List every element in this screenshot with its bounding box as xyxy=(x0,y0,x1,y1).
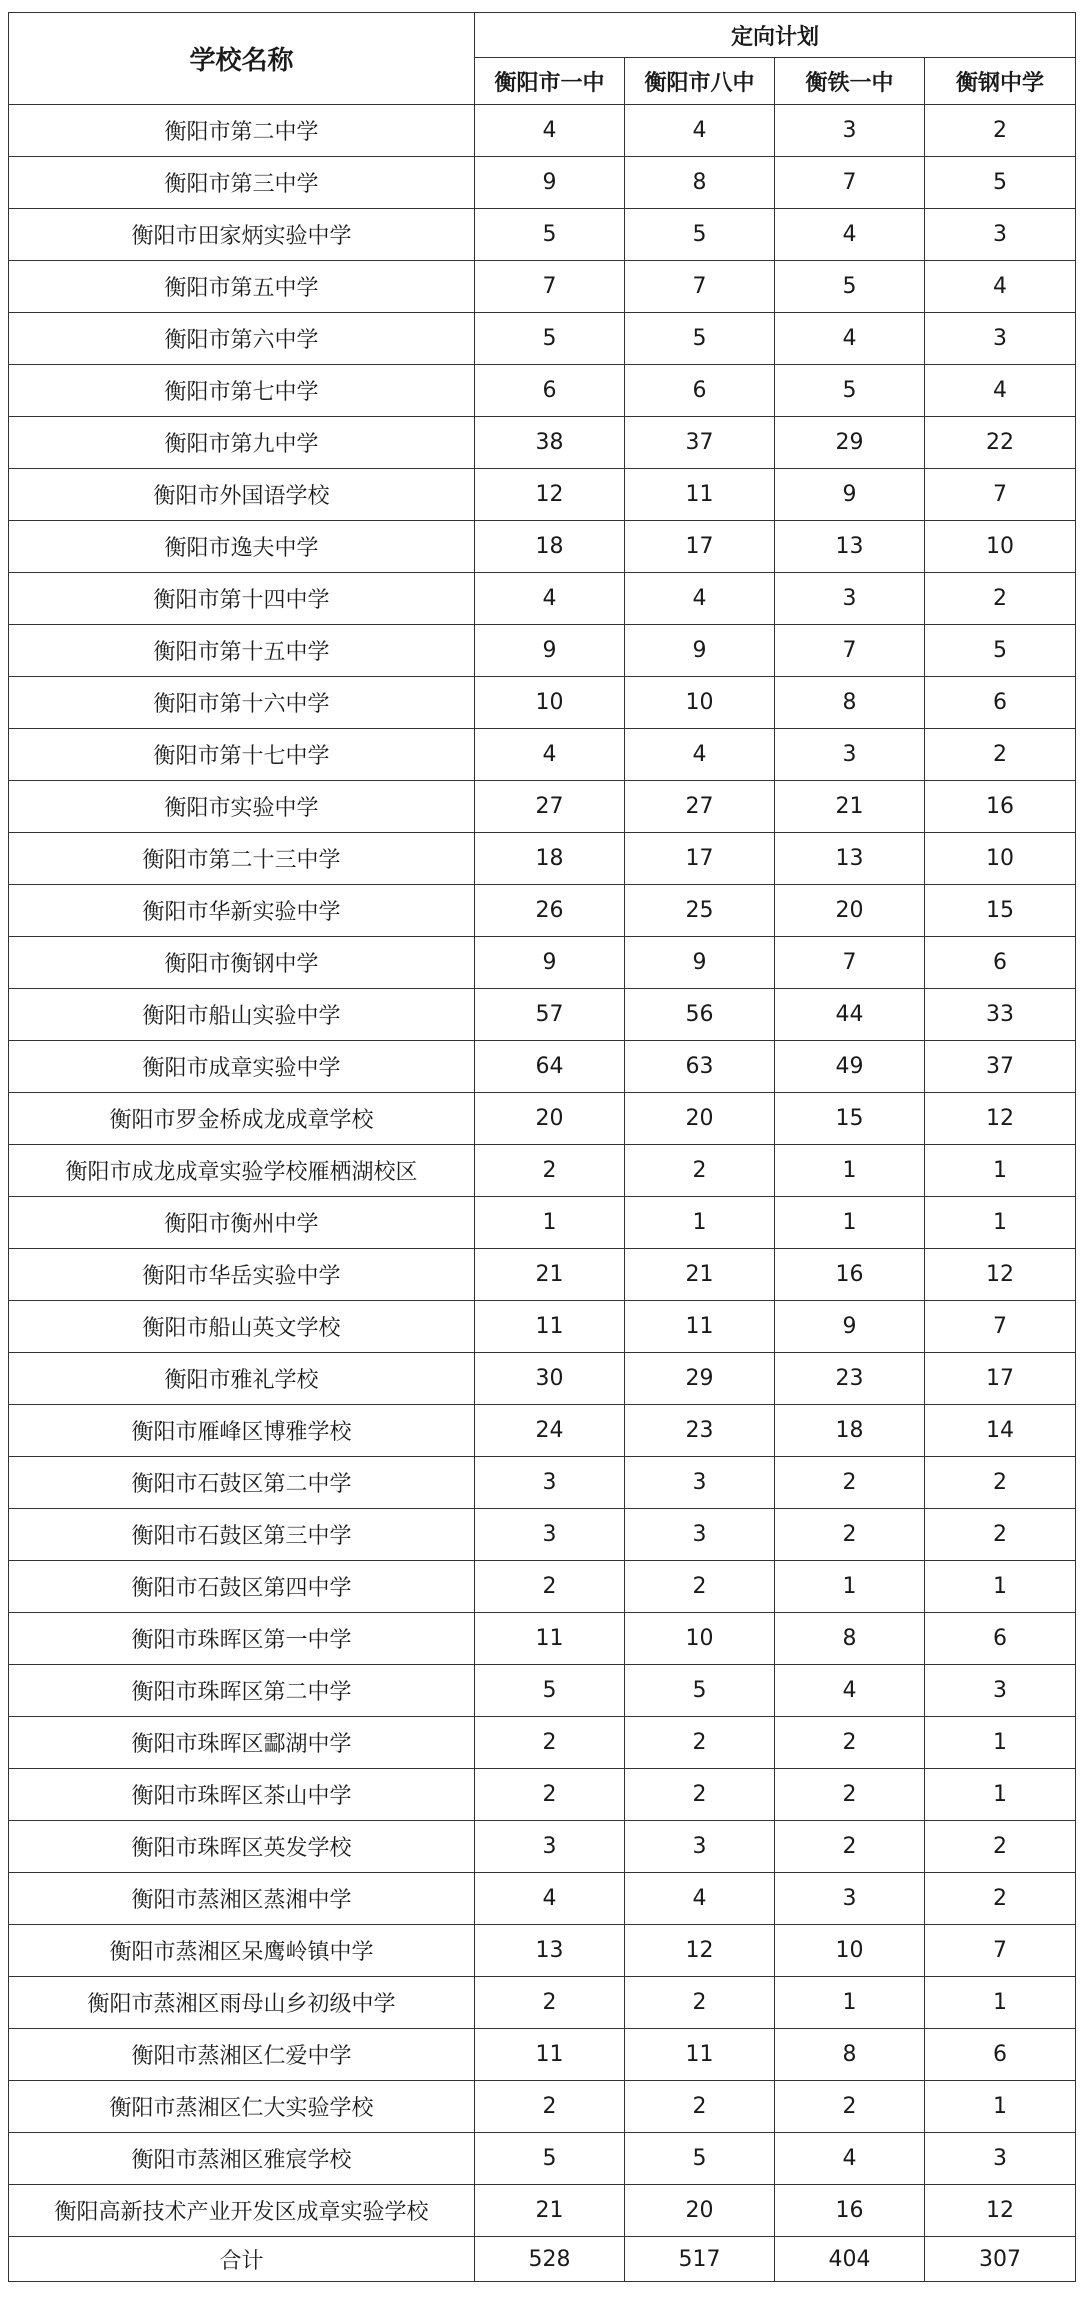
quota-cell: 23 xyxy=(775,1353,925,1405)
table-row xyxy=(9,1301,1076,1353)
quota-cell: 3 xyxy=(775,573,925,625)
quota-cell: 38 xyxy=(475,417,625,469)
quota-cell: 20 xyxy=(475,1093,625,1145)
school-name-cell: 衡阳市成龙成章实验学校雁栖湖校区 xyxy=(9,1145,475,1197)
quota-cell: 5 xyxy=(625,313,775,365)
table-row xyxy=(9,1925,1076,1977)
quota-cell: 11 xyxy=(475,1301,625,1353)
quota-cell: 17 xyxy=(925,1353,1076,1405)
quota-cell: 3 xyxy=(625,1821,775,1873)
table-row xyxy=(9,1509,1076,1561)
school-name-cell: 衡阳市外国语学校 xyxy=(9,469,475,521)
school-name-cell: 衡阳市第十四中学 xyxy=(9,573,475,625)
quota-cell: 20 xyxy=(625,2185,775,2237)
school-name-cell: 衡阳市第六中学 xyxy=(9,313,475,365)
school-name-cell: 衡阳市第二十三中学 xyxy=(9,833,475,885)
school-name-cell: 衡阳市第五中学 xyxy=(9,261,475,313)
quota-cell: 2 xyxy=(775,1509,925,1561)
quota-cell: 26 xyxy=(475,885,625,937)
quota-cell: 3 xyxy=(925,1665,1076,1717)
quota-cell: 2 xyxy=(475,1769,625,1821)
quota-cell: 7 xyxy=(475,261,625,313)
quota-cell: 5 xyxy=(625,2133,775,2185)
quota-cell: 1 xyxy=(775,1197,925,1249)
quota-cell: 6 xyxy=(625,365,775,417)
table-row xyxy=(9,1769,1076,1821)
quota-cell: 3 xyxy=(775,1873,925,1925)
quota-cell: 2 xyxy=(625,2081,775,2133)
quota-cell: 3 xyxy=(925,313,1076,365)
quota-cell: 17 xyxy=(625,521,775,573)
quota-cell: 13 xyxy=(775,833,925,885)
quota-cell: 2 xyxy=(925,573,1076,625)
quota-cell: 9 xyxy=(625,937,775,989)
quota-cell: 23 xyxy=(625,1405,775,1457)
school-name-cell: 衡阳市船山实验中学 xyxy=(9,989,475,1041)
table-row xyxy=(9,1145,1076,1197)
quota-cell: 3 xyxy=(625,1509,775,1561)
quota-cell: 27 xyxy=(625,781,775,833)
quota-cell: 5 xyxy=(625,209,775,261)
quota-cell: 4 xyxy=(775,209,925,261)
school-name-cell: 衡阳市珠晖区茶山中学 xyxy=(9,1769,475,1821)
quota-cell: 2 xyxy=(475,1561,625,1613)
table-row xyxy=(9,469,1076,521)
quota-cell: 1 xyxy=(775,1561,925,1613)
quota-cell: 10 xyxy=(775,1925,925,1977)
quota-cell: 7 xyxy=(775,937,925,989)
table-row xyxy=(9,1561,1076,1613)
quota-cell: 7 xyxy=(775,157,925,209)
quota-cell: 3 xyxy=(475,1457,625,1509)
table-row xyxy=(9,1717,1076,1769)
quota-cell: 1 xyxy=(925,1145,1076,1197)
quota-cell: 10 xyxy=(625,677,775,729)
table-row xyxy=(9,1873,1076,1925)
quota-cell: 21 xyxy=(625,1249,775,1301)
quota-cell: 13 xyxy=(775,521,925,573)
quota-cell: 8 xyxy=(775,1613,925,1665)
quota-cell: 8 xyxy=(775,677,925,729)
table-row xyxy=(9,781,1076,833)
quota-cell: 7 xyxy=(625,261,775,313)
quota-cell: 4 xyxy=(775,313,925,365)
school-name-cell: 衡阳市蒸湘区蒸湘中学 xyxy=(9,1873,475,1925)
quota-cell: 1 xyxy=(925,1561,1076,1613)
school-name-cell: 衡阳高新技术产业开发区成章实验学校 xyxy=(9,2185,475,2237)
quota-cell: 17 xyxy=(625,833,775,885)
table-row xyxy=(9,261,1076,313)
quota-cell: 2 xyxy=(925,1457,1076,1509)
quota-cell: 2 xyxy=(925,105,1076,157)
table-row xyxy=(9,1665,1076,1717)
quota-cell: 6 xyxy=(925,1613,1076,1665)
school-name-cell: 衡阳市珠晖区第一中学 xyxy=(9,1613,475,1665)
school-name-cell: 衡阳市第九中学 xyxy=(9,417,475,469)
quota-cell: 6 xyxy=(475,365,625,417)
school-name-cell: 衡阳市衡钢中学 xyxy=(9,937,475,989)
quota-cell: 4 xyxy=(625,573,775,625)
quota-cell: 4 xyxy=(625,729,775,781)
quota-cell: 18 xyxy=(475,833,625,885)
quota-cell: 1 xyxy=(925,1717,1076,1769)
school-name-cell: 衡阳市实验中学 xyxy=(9,781,475,833)
quota-cell: 7 xyxy=(925,1925,1076,1977)
table-row xyxy=(9,989,1076,1041)
school-name-cell: 衡阳市第七中学 xyxy=(9,365,475,417)
quota-cell: 56 xyxy=(625,989,775,1041)
quota-cell: 11 xyxy=(475,1613,625,1665)
quota-cell: 9 xyxy=(775,1301,925,1353)
table-row xyxy=(9,209,1076,261)
quota-cell: 2 xyxy=(775,2081,925,2133)
quota-cell: 10 xyxy=(925,833,1076,885)
quota-cell: 9 xyxy=(475,157,625,209)
quota-cell: 12 xyxy=(925,1093,1076,1145)
quota-cell: 16 xyxy=(925,781,1076,833)
table-row xyxy=(9,417,1076,469)
table-row xyxy=(9,313,1076,365)
school-name-cell: 衡阳市衡州中学 xyxy=(9,1197,475,1249)
table-row xyxy=(9,833,1076,885)
quota-cell: 9 xyxy=(475,625,625,677)
quota-cell: 27 xyxy=(475,781,625,833)
quota-cell: 2 xyxy=(475,1717,625,1769)
quota-cell: 1 xyxy=(925,2081,1076,2133)
quota-cell: 5 xyxy=(925,157,1076,209)
quota-cell: 4 xyxy=(925,365,1076,417)
quota-cell: 4 xyxy=(475,573,625,625)
quota-cell: 5 xyxy=(475,209,625,261)
quota-cell: 8 xyxy=(625,157,775,209)
table-row xyxy=(9,1405,1076,1457)
total-label: 合计 xyxy=(9,2237,475,2282)
table-row xyxy=(9,885,1076,937)
quota-cell: 6 xyxy=(925,937,1076,989)
quota-cell: 9 xyxy=(775,469,925,521)
quota-cell: 1 xyxy=(925,1769,1076,1821)
quota-cell: 6 xyxy=(925,2029,1076,2081)
school-name-cell: 衡阳市珠晖区英发学校 xyxy=(9,1821,475,1873)
table-body xyxy=(9,105,1076,2237)
quota-cell: 9 xyxy=(625,625,775,677)
quota-cell: 30 xyxy=(475,1353,625,1405)
table-row xyxy=(9,1977,1076,2029)
table-row xyxy=(9,365,1076,417)
school-name-cell: 衡阳市逸夫中学 xyxy=(9,521,475,573)
quota-cell: 2 xyxy=(925,729,1076,781)
quota-cell: 10 xyxy=(625,1613,775,1665)
quota-cell: 37 xyxy=(925,1041,1076,1093)
quota-cell: 2 xyxy=(475,1145,625,1197)
quota-cell: 4 xyxy=(775,1665,925,1717)
table-row xyxy=(9,1041,1076,1093)
quota-cell: 16 xyxy=(775,1249,925,1301)
school-name-cell: 衡阳市蒸湘区仁爱中学 xyxy=(9,2029,475,2081)
quota-cell: 15 xyxy=(925,885,1076,937)
quota-cell: 3 xyxy=(775,729,925,781)
table-row xyxy=(9,573,1076,625)
quota-cell: 21 xyxy=(475,1249,625,1301)
quota-cell: 2 xyxy=(625,1977,775,2029)
school-name-cell: 衡阳市田家炳实验中学 xyxy=(9,209,475,261)
quota-cell: 29 xyxy=(625,1353,775,1405)
quota-cell: 3 xyxy=(925,2133,1076,2185)
quota-cell: 11 xyxy=(625,1301,775,1353)
quota-cell: 21 xyxy=(475,2185,625,2237)
quota-cell: 20 xyxy=(625,1093,775,1145)
quota-cell: 49 xyxy=(775,1041,925,1093)
quota-cell: 21 xyxy=(775,781,925,833)
school-name-cell: 衡阳市雅礼学校 xyxy=(9,1353,475,1405)
quota-cell: 12 xyxy=(925,1249,1076,1301)
school-name-cell: 衡阳市蒸湘区雅宸学校 xyxy=(9,2133,475,2185)
total-value: 517 xyxy=(625,2237,775,2282)
table-row xyxy=(9,1249,1076,1301)
school-name-cell: 衡阳市蒸湘区仁大实验学校 xyxy=(9,2081,475,2133)
quota-cell: 1 xyxy=(925,1977,1076,2029)
quota-cell: 2 xyxy=(775,1769,925,1821)
quota-cell: 1 xyxy=(925,1197,1076,1249)
target-header-4: 衡钢中学 xyxy=(925,58,1076,105)
school-name-cell: 衡阳市蒸湘区呆鹰岭镇中学 xyxy=(9,1925,475,1977)
quota-table xyxy=(8,12,1076,2282)
table-row xyxy=(9,625,1076,677)
quota-cell: 12 xyxy=(925,2185,1076,2237)
quota-cell: 2 xyxy=(925,1509,1076,1561)
table-row xyxy=(9,2185,1076,2237)
quota-cell: 11 xyxy=(475,2029,625,2081)
quota-cell: 5 xyxy=(775,365,925,417)
quota-cell: 2 xyxy=(775,1457,925,1509)
quota-cell: 5 xyxy=(475,313,625,365)
quota-cell: 4 xyxy=(475,105,625,157)
quota-cell: 13 xyxy=(475,1925,625,1977)
quota-cell: 3 xyxy=(925,209,1076,261)
quota-cell: 3 xyxy=(775,105,925,157)
school-name-cell: 衡阳市石鼓区第三中学 xyxy=(9,1509,475,1561)
quota-cell: 2 xyxy=(775,1821,925,1873)
quota-cell: 29 xyxy=(775,417,925,469)
quota-cell: 7 xyxy=(775,625,925,677)
quota-cell: 12 xyxy=(475,469,625,521)
table-row xyxy=(9,937,1076,989)
quota-cell: 9 xyxy=(475,937,625,989)
table-row xyxy=(9,157,1076,209)
quota-cell: 4 xyxy=(925,261,1076,313)
quota-cell: 2 xyxy=(625,1769,775,1821)
quota-cell: 5 xyxy=(925,625,1076,677)
quota-cell: 20 xyxy=(775,885,925,937)
target-header-2: 衡阳市八中 xyxy=(625,58,775,105)
school-name-cell: 衡阳市第三中学 xyxy=(9,157,475,209)
table-row xyxy=(9,1613,1076,1665)
table-row xyxy=(9,2029,1076,2081)
total-value: 404 xyxy=(775,2237,925,2282)
quota-cell: 4 xyxy=(625,105,775,157)
quota-cell: 11 xyxy=(625,469,775,521)
quota-cell: 7 xyxy=(925,1301,1076,1353)
quota-cell: 64 xyxy=(475,1041,625,1093)
quota-cell: 4 xyxy=(475,1873,625,1925)
quota-cell: 16 xyxy=(775,2185,925,2237)
quota-cell: 2 xyxy=(925,1821,1076,1873)
quota-cell: 3 xyxy=(475,1821,625,1873)
quota-cell: 14 xyxy=(925,1405,1076,1457)
quota-cell: 25 xyxy=(625,885,775,937)
quota-cell: 10 xyxy=(475,677,625,729)
quota-cell: 24 xyxy=(475,1405,625,1457)
quota-cell: 1 xyxy=(775,1977,925,2029)
quota-cell: 2 xyxy=(475,1977,625,2029)
table-row xyxy=(9,677,1076,729)
school-name-cell: 衡阳市雁峰区博雅学校 xyxy=(9,1405,475,1457)
school-name-cell: 衡阳市第十六中学 xyxy=(9,677,475,729)
quota-cell: 5 xyxy=(625,1665,775,1717)
school-name-cell: 衡阳市华岳实验中学 xyxy=(9,1249,475,1301)
quota-cell: 3 xyxy=(625,1457,775,1509)
school-name-header: 学校名称 xyxy=(9,13,475,105)
table-row xyxy=(9,1093,1076,1145)
quota-cell: 1 xyxy=(625,1197,775,1249)
quota-cell: 1 xyxy=(775,1145,925,1197)
quota-cell: 15 xyxy=(775,1093,925,1145)
quota-cell: 18 xyxy=(475,521,625,573)
quota-cell: 44 xyxy=(775,989,925,1041)
total-row xyxy=(9,2237,1076,2282)
quota-cell: 10 xyxy=(925,521,1076,573)
school-name-cell: 衡阳市华新实验中学 xyxy=(9,885,475,937)
table-footer xyxy=(9,2237,1076,2282)
quota-cell: 3 xyxy=(475,1509,625,1561)
quota-cell: 4 xyxy=(775,2133,925,2185)
school-name-cell: 衡阳市罗金桥成龙成章学校 xyxy=(9,1093,475,1145)
table-row xyxy=(9,521,1076,573)
quota-cell: 33 xyxy=(925,989,1076,1041)
quota-cell: 4 xyxy=(625,1873,775,1925)
quota-cell: 5 xyxy=(475,2133,625,2185)
table-header xyxy=(9,13,1076,105)
quota-cell: 12 xyxy=(625,1925,775,1977)
quota-cell: 22 xyxy=(925,417,1076,469)
quota-cell: 63 xyxy=(625,1041,775,1093)
total-value: 528 xyxy=(475,2237,625,2282)
table-row xyxy=(9,729,1076,781)
target-header-3: 衡铁一中 xyxy=(775,58,925,105)
quota-cell: 5 xyxy=(775,261,925,313)
school-name-cell: 衡阳市船山英文学校 xyxy=(9,1301,475,1353)
school-name-cell: 衡阳市第二中学 xyxy=(9,105,475,157)
school-name-cell: 衡阳市第十七中学 xyxy=(9,729,475,781)
quota-cell: 2 xyxy=(475,2081,625,2133)
quota-cell: 4 xyxy=(475,729,625,781)
school-name-cell: 衡阳市石鼓区第二中学 xyxy=(9,1457,475,1509)
target-header-1: 衡阳市一中 xyxy=(475,58,625,105)
directed-plan-header: 定向计划 xyxy=(475,13,1076,58)
quota-cell: 2 xyxy=(625,1561,775,1613)
quota-cell: 2 xyxy=(625,1717,775,1769)
quota-cell: 11 xyxy=(625,2029,775,2081)
table-row xyxy=(9,1457,1076,1509)
quota-cell: 18 xyxy=(775,1405,925,1457)
quota-cell: 5 xyxy=(475,1665,625,1717)
quota-cell: 37 xyxy=(625,417,775,469)
quota-cell: 57 xyxy=(475,989,625,1041)
total-value: 307 xyxy=(925,2237,1076,2282)
table-row xyxy=(9,1353,1076,1405)
school-name-cell: 衡阳市第十五中学 xyxy=(9,625,475,677)
quota-cell: 7 xyxy=(925,469,1076,521)
school-name-cell: 衡阳市珠晖区酃湖中学 xyxy=(9,1717,475,1769)
table-row xyxy=(9,1197,1076,1249)
school-name-cell: 衡阳市成章实验中学 xyxy=(9,1041,475,1093)
quota-cell: 2 xyxy=(925,1873,1076,1925)
quota-cell: 2 xyxy=(625,1145,775,1197)
school-name-cell: 衡阳市蒸湘区雨母山乡初级中学 xyxy=(9,1977,475,2029)
school-name-cell: 衡阳市石鼓区第四中学 xyxy=(9,1561,475,1613)
table-row xyxy=(9,2133,1076,2185)
quota-cell: 8 xyxy=(775,2029,925,2081)
quota-cell: 2 xyxy=(775,1717,925,1769)
table-row xyxy=(9,105,1076,157)
school-name-cell: 衡阳市珠晖区第二中学 xyxy=(9,1665,475,1717)
table-row xyxy=(9,2081,1076,2133)
quota-cell: 1 xyxy=(475,1197,625,1249)
table-row xyxy=(9,1821,1076,1873)
quota-cell: 6 xyxy=(925,677,1076,729)
